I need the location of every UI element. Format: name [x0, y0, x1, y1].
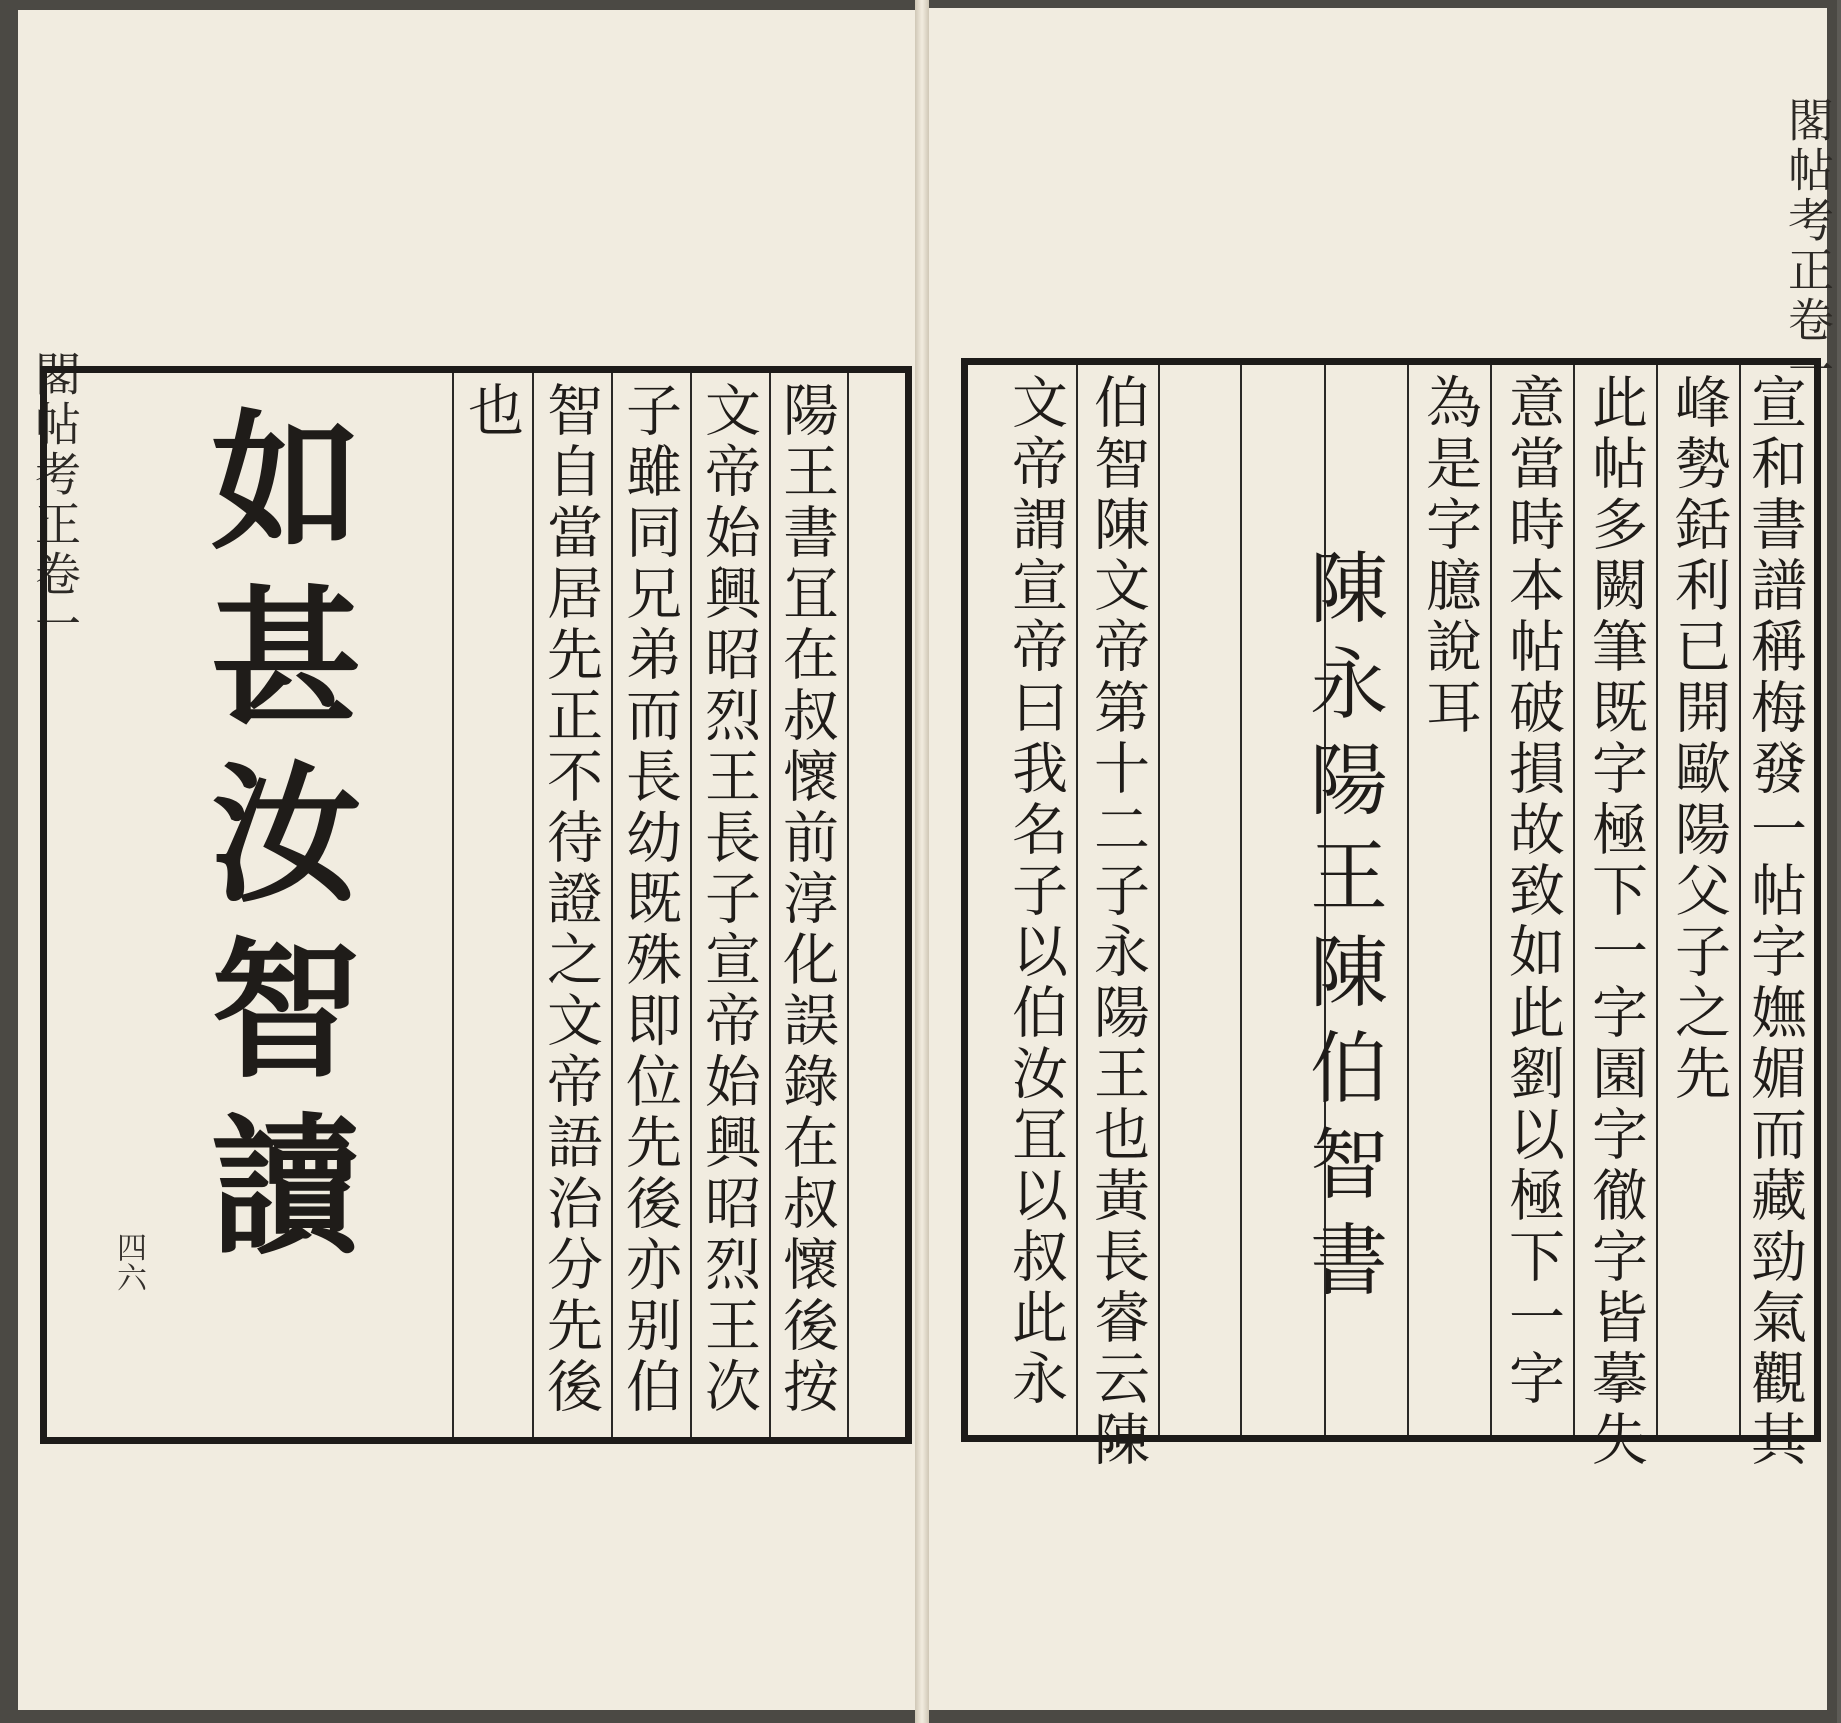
- section-heading: 陳永陽王陳伯智書: [1297, 547, 1387, 1315]
- left-text-column-1: 陽王書冝在叔懷前淳化誤錄在叔懷後按: [774, 381, 839, 1418]
- column-rule: [1158, 365, 1160, 1435]
- right-text-column-7: 文帝謂宣帝曰我名子以伯汝冝以叔此永: [1003, 373, 1068, 1410]
- left-page: [18, 10, 923, 1710]
- right-text-frame: [961, 358, 1821, 1471]
- left-text-column-3: 子雖同兄弟而長幼既殊即位先後亦别伯: [617, 381, 682, 1418]
- right-text-column-1: 宣和書譜稱梅發一帖字嫵媚而藏勁氣觀其: [1742, 373, 1807, 1471]
- right-text-column-4: 意當時本帖破損故致如此劉以極下一字: [1500, 373, 1565, 1410]
- right-margin-title: 閣帖考正卷一: [1781, 96, 1835, 396]
- left-text-frame: [40, 366, 912, 1444]
- left-text-column-4: 智自當居先正不待證之文帝語治分先後: [538, 381, 603, 1418]
- right-text-column-3: 此帖多闕筆既字極下一字園字徹字皆摹失: [1583, 373, 1648, 1471]
- left-text-column-5: 也: [459, 381, 524, 442]
- right-page: [922, 8, 1835, 1710]
- book-gutter: [915, 0, 929, 1723]
- left-margin-title: 閣帖考正卷一: [28, 350, 82, 650]
- right-text-column-2: 峰勢銛利已開歐陽父子之先: [1666, 373, 1731, 1105]
- left-text-column-2: 文帝始興昭烈王長子宣帝始興昭烈王次: [696, 381, 761, 1418]
- column-rule: [847, 373, 849, 1437]
- calligraphy-column: 如甚汝智讀: [185, 403, 361, 1283]
- left-folio-number: 四六: [111, 1232, 146, 1292]
- right-text-column-6: 伯智陳文帝第十二子永陽王也黃長睿云陳: [1085, 373, 1150, 1471]
- right-text-column-5: 為是字臆說耳: [1417, 373, 1482, 739]
